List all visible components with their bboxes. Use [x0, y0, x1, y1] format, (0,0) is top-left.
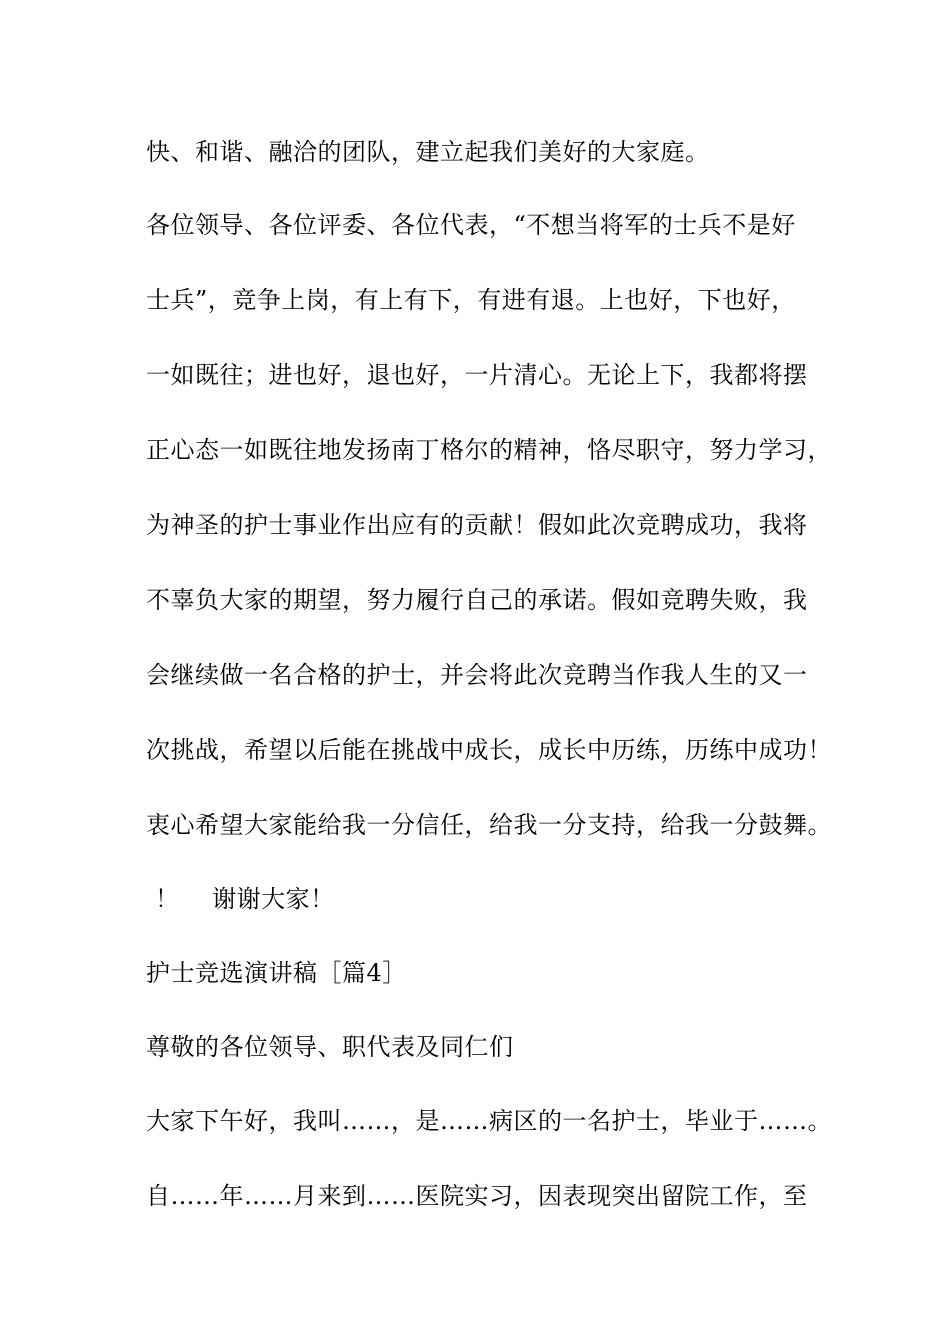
- body-text-line: 不辜负大家的期望，努力履行自己的承诺。假如竞聘失败，我: [146, 586, 808, 614]
- body-text-line: 各位领导、各位评委、各位代表，“不想当将军的士兵不是好: [146, 211, 796, 239]
- body-text-line: 正心态一如既往地发扬南丁格尔的精神，恪尽职守，努力学习，: [146, 436, 832, 464]
- body-text-line: 快、和谐、融洽的团队，建立起我们美好的大家庭。: [146, 138, 710, 166]
- body-text-line: 为神圣的护士事业作出应有的贡献！假如此次竞聘成功，我将: [146, 511, 808, 539]
- body-text-line: 大家下午好，我叫……，是……病区的一名护士，毕业于……。: [146, 1107, 832, 1135]
- body-text-line: 自……年……月来到……医院实习，因表现突出留院工作，至: [146, 1182, 808, 1210]
- body-text-line: 一如既往；进也好，退也好，一片清心。无论上下，我都将摆: [146, 361, 808, 389]
- section-heading: 护士竞选演讲稿［篇4］: [146, 959, 407, 987]
- salutation-line: 尊敬的各位领导、职代表及同仁们: [146, 1033, 514, 1061]
- body-text-line: 会继续做一名合格的护士，并会将此次竞聘当作我人生的又一: [146, 661, 808, 689]
- body-text-line: 衷心希望大家能给我一分信任，给我一分支持，给我一分鼓舞。: [146, 811, 832, 839]
- body-text-line: 次挑战，希望以后能在挑战中成长，成长中历练，历练中成功！: [146, 736, 832, 764]
- body-text-line: 士兵”，竞争上岗，有上有下，有进有退。上也好，下也好，: [146, 286, 796, 314]
- closing-thanks-line: ！ 谢谢大家！: [155, 885, 335, 913]
